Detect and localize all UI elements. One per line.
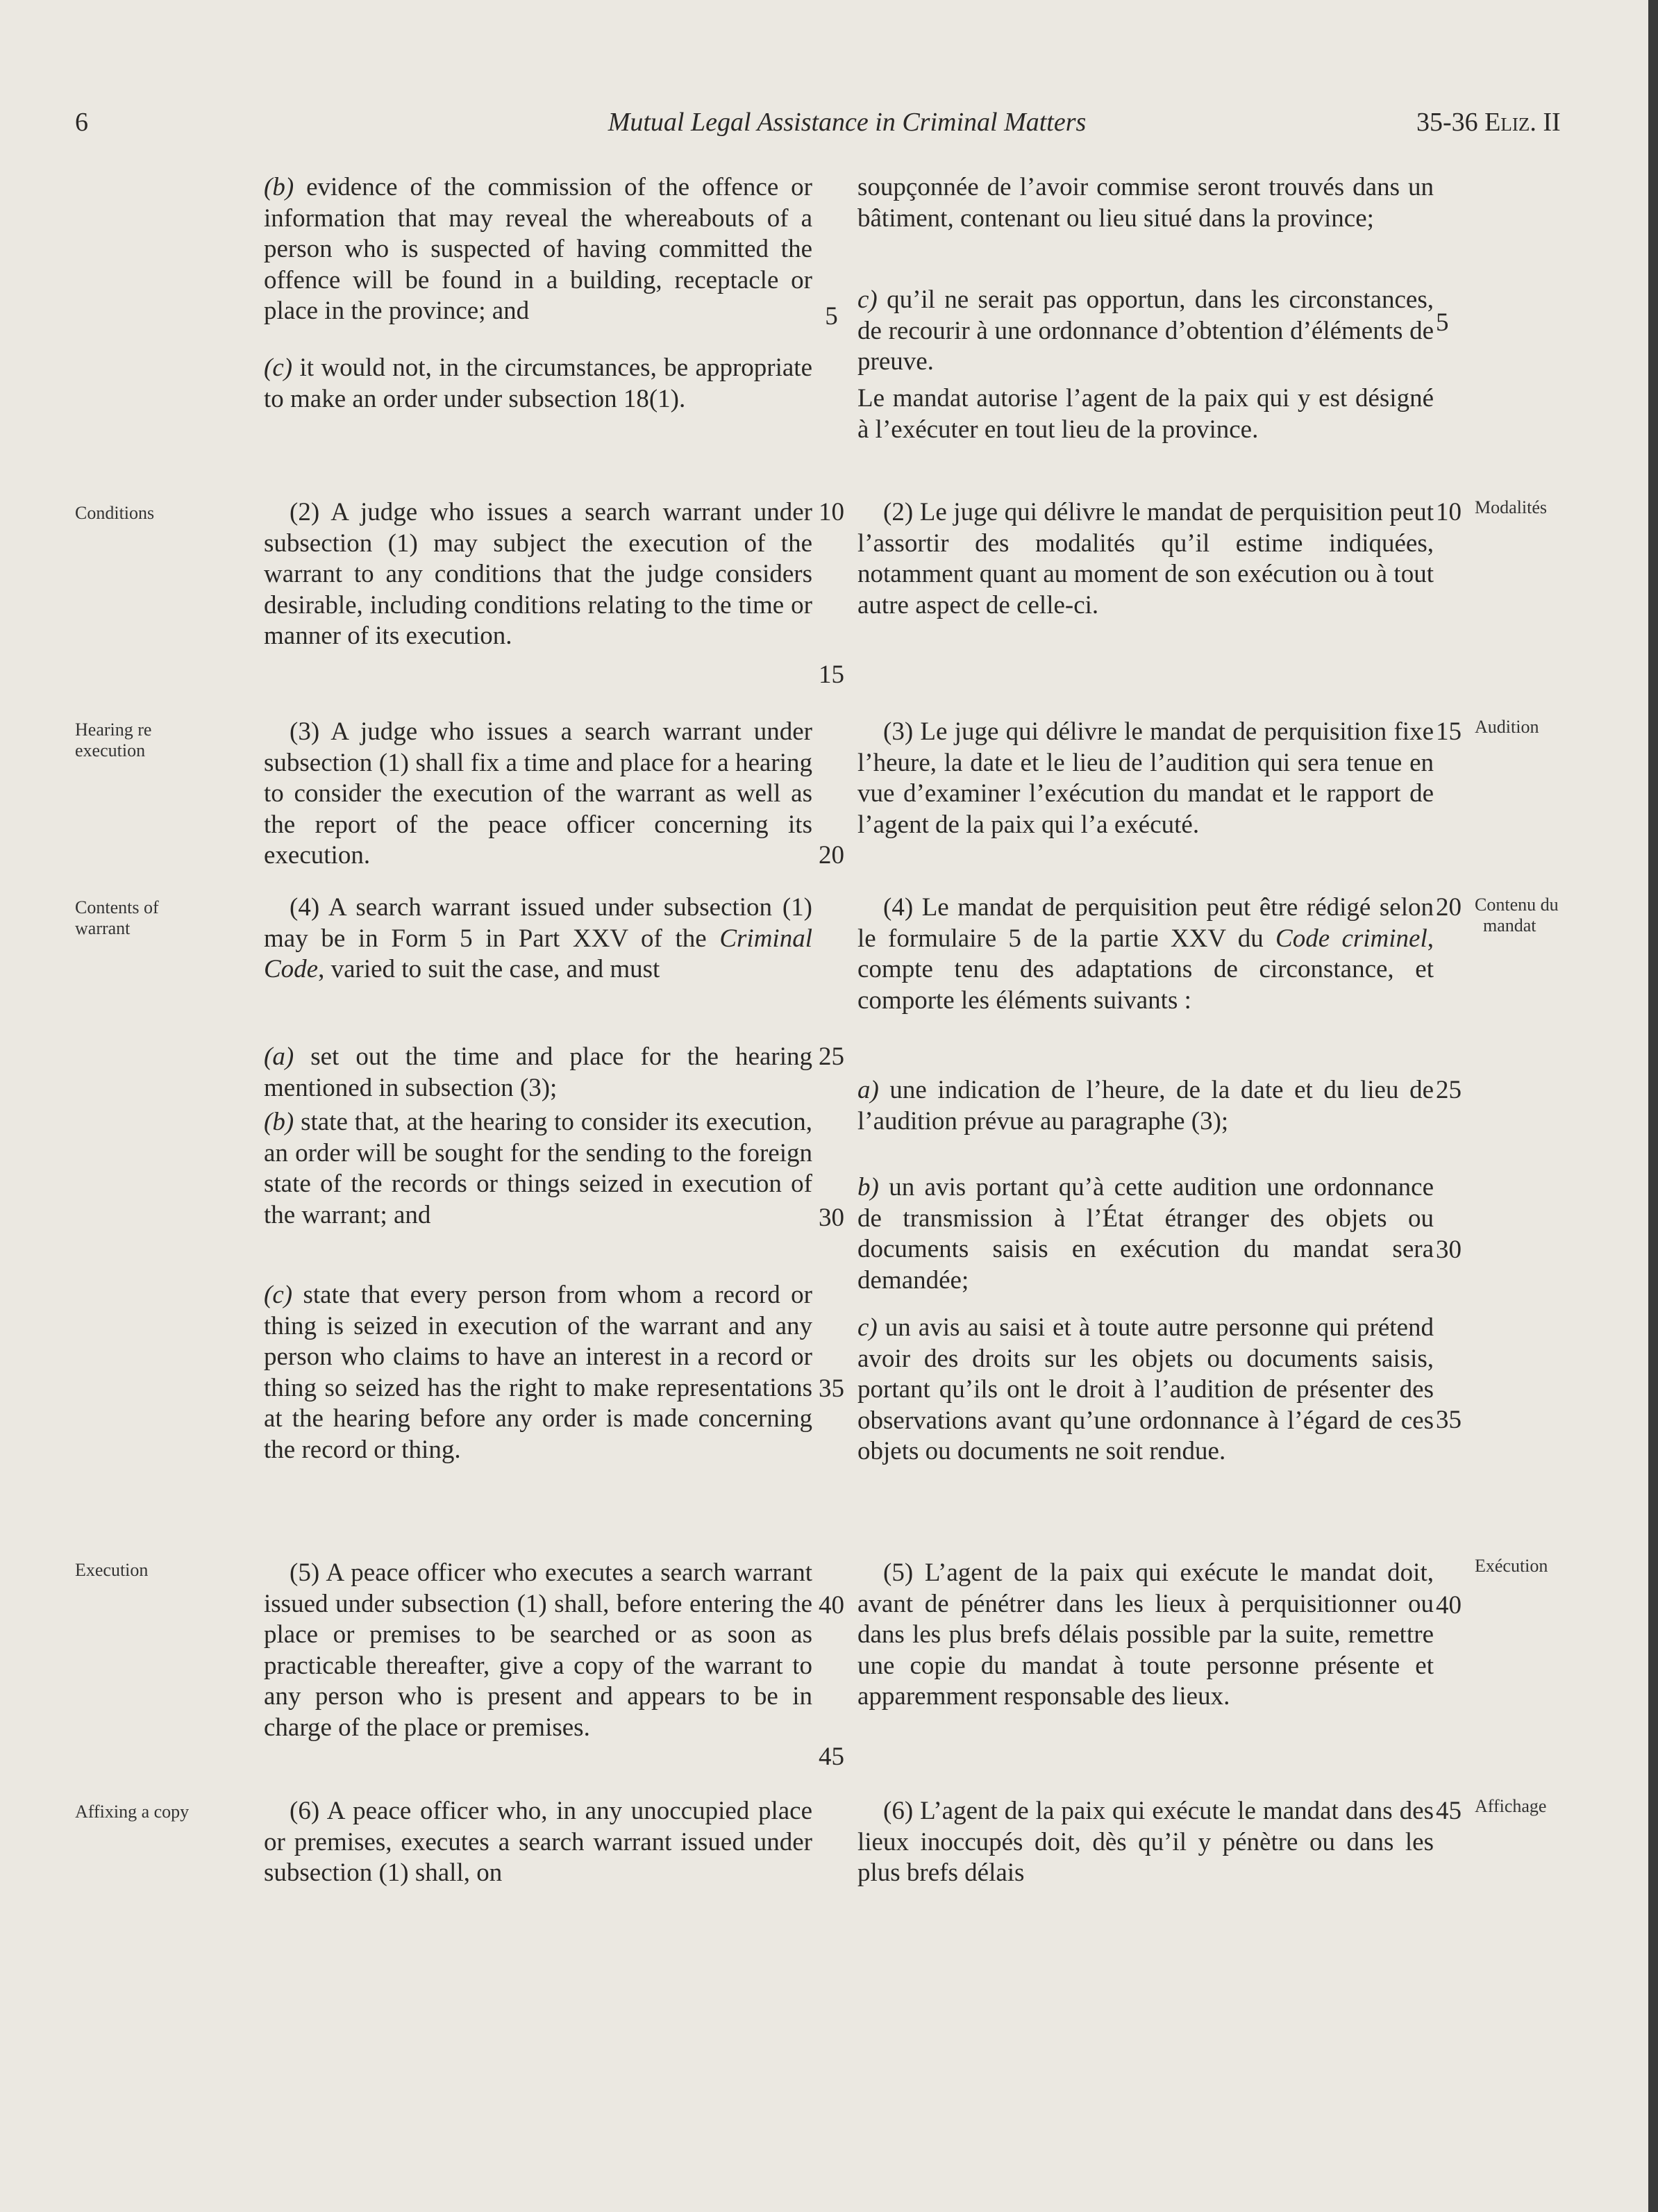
page-number: 6	[75, 108, 88, 137]
fr-line-number: 5	[1436, 308, 1449, 337]
en-para-4c	[264, 1280, 812, 1465]
fr-mandat-para	[857, 383, 1434, 445]
en-para-c-label: (c)	[264, 354, 293, 382]
page-edge	[1648, 0, 1658, 2212]
fr-subsection-5	[857, 1558, 1434, 1713]
en-s4a-label: (a)	[264, 1042, 294, 1071]
en-para-b	[264, 172, 812, 327]
en-s4-pre: (4) A search warrant issued under subsection (1) may be in Form 5 in Part XXV of the	[264, 893, 812, 953]
fr-line-number: 20	[1436, 893, 1462, 922]
fr-s6-text: (6) L’agent de la paix qui exécute le mandat dans des lieux inoccupés doit, dès qu’il y pénètre ou dans les plus brefs délais	[857, 1797, 1434, 1887]
fr-s4c-text: un avis au saisi et à toute autre personne qui prétend avoir des droits sur les objets ou documents saisis, portant qu’ils ont le droit à l’audition de présenter des observations avant qu’une ordonnance à l’égard de ces objets ou documents ne soit rendue.	[857, 1313, 1434, 1465]
fr-s4b-label: b)	[857, 1173, 879, 1201]
fr-s4-post: , compte tenu des adaptations de circonstance, et comporte les éléments suivants :	[857, 924, 1434, 1015]
en-subsection-6	[264, 1796, 812, 1889]
en-line-number: 45	[819, 1743, 844, 1771]
fr-para-c-text: qu’il ne serait pas opportun, dans les circonstances, de recourir à une ordonnance d’obtention d’éléments de preuve.	[857, 285, 1434, 376]
fr-para-c	[857, 285, 1434, 378]
fr-line-number: 30	[1436, 1236, 1462, 1264]
en-line-number: 15	[819, 660, 844, 689]
en-s4b-label: (b)	[264, 1108, 294, 1136]
en-s6-text: (6) A peace officer who, in any unoccupied place or premises, executes a search warrant issued under subsection (1) shall, on	[264, 1797, 812, 1887]
fr-para-c-label: c)	[857, 285, 878, 314]
margin-note-contenu-line1: Contenu du	[1475, 895, 1559, 915]
margin-note-hearing	[75, 720, 235, 761]
volume-reference	[1416, 106, 1561, 139]
fr-mandat-text: Le mandat autorise l’agent de la paix qui y est désigné à l’exécuter en tout lieu de la province.	[857, 384, 1434, 444]
en-line-number: 5	[825, 302, 838, 331]
en-subsection-3	[264, 717, 812, 872]
en-para-4b	[264, 1107, 812, 1231]
fr-para-4c	[857, 1313, 1434, 1467]
margin-note-contenu	[1475, 895, 1572, 936]
fr-subsection-2	[857, 497, 1434, 621]
en-para-c-text: it would not, in the circumstances, be appropriate to make an order under subsection 18(1).	[264, 354, 812, 413]
en-para-b-text: evidence of the commission of the offence or information that may reveal the whereabouts of a person who is suspected of having committed the offence will be found in a building, receptacle or place in the province; and	[264, 173, 812, 325]
fr-s4a-text: une indication de l’heure, de la date et du lieu de l’audition prévue au paragraphe (3);	[857, 1076, 1434, 1136]
fr-subsection-3	[857, 717, 1434, 840]
en-line-number: 35	[819, 1374, 844, 1403]
margin-note-contents-line2: warrant	[75, 918, 131, 938]
fr-line-number: 10	[1436, 498, 1462, 526]
margin-note-conditions: Conditions	[75, 503, 155, 523]
margin-note-contents-line1: Contents of	[75, 897, 159, 917]
fr-para-4b	[857, 1172, 1434, 1296]
margin-note-hearing-line2: execution	[75, 740, 146, 760]
en-para-c	[264, 353, 812, 415]
en-subsection-4	[264, 892, 812, 986]
margin-note-audition: Audition	[1475, 717, 1539, 737]
fr-line-number: 45	[1436, 1797, 1462, 1825]
en-s4b-text: state that, at the hearing to consider its execution, an order will be sought for the sending to the foreign state of the records or things seized in execution of the warrant; and	[264, 1108, 812, 1229]
fr-line-number: 25	[1436, 1076, 1462, 1104]
en-line-number: 25	[819, 1042, 844, 1071]
fr-s4a-label: a)	[857, 1076, 879, 1104]
en-para-4a	[264, 1042, 812, 1104]
en-s4-post: , varied to suit the case, and must	[318, 955, 660, 983]
fr-s4b-text: un avis portant qu’à cette audition une ordonnance de transmission à l’État étranger des objets ou documents saisis en exécution du mandat sera demandée;	[857, 1173, 1434, 1295]
margin-note-contenu-line2: mandat	[1483, 915, 1536, 935]
fr-s3-text: (3) Le juge qui délivre le mandat de perquisition fixe l’heure, la date et le lieu de l’audition qui sera tenue en vue d’examiner l’exécution du mandat et le rapport de l’agent de la paix qui l’a exécuté.	[857, 717, 1434, 839]
fr-para-4a	[857, 1075, 1434, 1137]
running-title: Mutual Legal Assistance in Criminal Matters	[608, 108, 1087, 137]
margin-note-modalites: Modalités	[1475, 497, 1547, 517]
fr-s5-text: (5) L’agent de la paix qui exécute le mandat doit, avant de pénétrer dans les lieux à perquisitionner ou dans les plus brefs délais possible par la suite, remettre une copie du mandat à toute personne présente et apparemment responsable des lieux.	[857, 1558, 1434, 1711]
fr-s4c-label: c)	[857, 1313, 878, 1342]
en-line-number: 30	[819, 1204, 844, 1232]
en-subsection-5	[264, 1558, 812, 1743]
en-line-number: 20	[819, 841, 844, 870]
en-s3-text: (3) A judge who issues a search warrant under subsection (1) shall fix a time and place for a hearing to consider the execution of the warrant as well as the report of the peace officer concerning its execution.	[264, 717, 812, 870]
fr-s2-text: (2) Le juge qui délivre le mandat de perquisition peut l’assortir des modalités qu’il estime indiquées, notamment quant au moment de son exécution ou à tout autre aspect de celle-ci.	[857, 498, 1434, 619]
margin-note-affichage: Affichage	[1475, 1796, 1547, 1816]
fr-line-number: 40	[1436, 1591, 1462, 1620]
en-s2-text: (2) A judge who issues a search warrant under subsection (1) may subject the execution of the warrant to any conditions that the judge considers desirable, including conditions relating to the time or manner of its execution.	[264, 498, 812, 650]
en-s4c-text: state that every person from whom a record or thing is seized in execution of the warrant and any person who claims to have an interest in a record or thing so seized has the right to make representations at the hearing before any order is made concerning the record or thing.	[264, 1281, 812, 1464]
margin-note-execution-fr: Exécution	[1475, 1556, 1548, 1576]
en-s4a-text: set out the time and place for the hearing mentioned in subsection (3);	[264, 1042, 812, 1102]
volume-prefix: 35-36	[1416, 108, 1485, 137]
en-s4c-label: (c)	[264, 1281, 293, 1309]
margin-note-hearing-line1: Hearing re	[75, 720, 152, 740]
en-line-number: 40	[819, 1591, 844, 1620]
fr-line-number: 15	[1436, 717, 1462, 746]
margin-note-execution: Execution	[75, 1560, 149, 1580]
en-subsection-2	[264, 497, 812, 652]
fr-cont-text: soupçonnée de l’avoir commise seront trouvés dans un bâtiment, contenant ou lieu situé dans la province;	[857, 173, 1434, 233]
fr-s4-pre: (4) Le mandat de perquisition peut être rédigé selon le formulaire 5 de la partie XXV du	[857, 893, 1434, 953]
fr-subsection-4	[857, 892, 1434, 1016]
fr-line-number: 35	[1436, 1406, 1462, 1434]
en-s5-text: (5) A peace officer who executes a search warrant issued under subsection (1) shall, before entering the place or premises to be searched or as soon as practicable thereafter, give a copy of the warrant to any person who is present and appears to be in charge of the place or premises.	[264, 1558, 812, 1742]
en-line-number: 10	[819, 498, 844, 526]
margin-note-affixing: Affixing a copy	[75, 1802, 190, 1822]
en-s4-code: Criminal Code	[264, 924, 812, 983]
volume-regnal: Eliz. II	[1484, 108, 1561, 137]
fr-para-cont	[857, 172, 1434, 234]
fr-subsection-6	[857, 1796, 1434, 1889]
margin-note-contents	[75, 897, 235, 939]
fr-s4-code: Code criminel	[1275, 924, 1427, 953]
en-para-b-label: (b)	[264, 173, 294, 201]
